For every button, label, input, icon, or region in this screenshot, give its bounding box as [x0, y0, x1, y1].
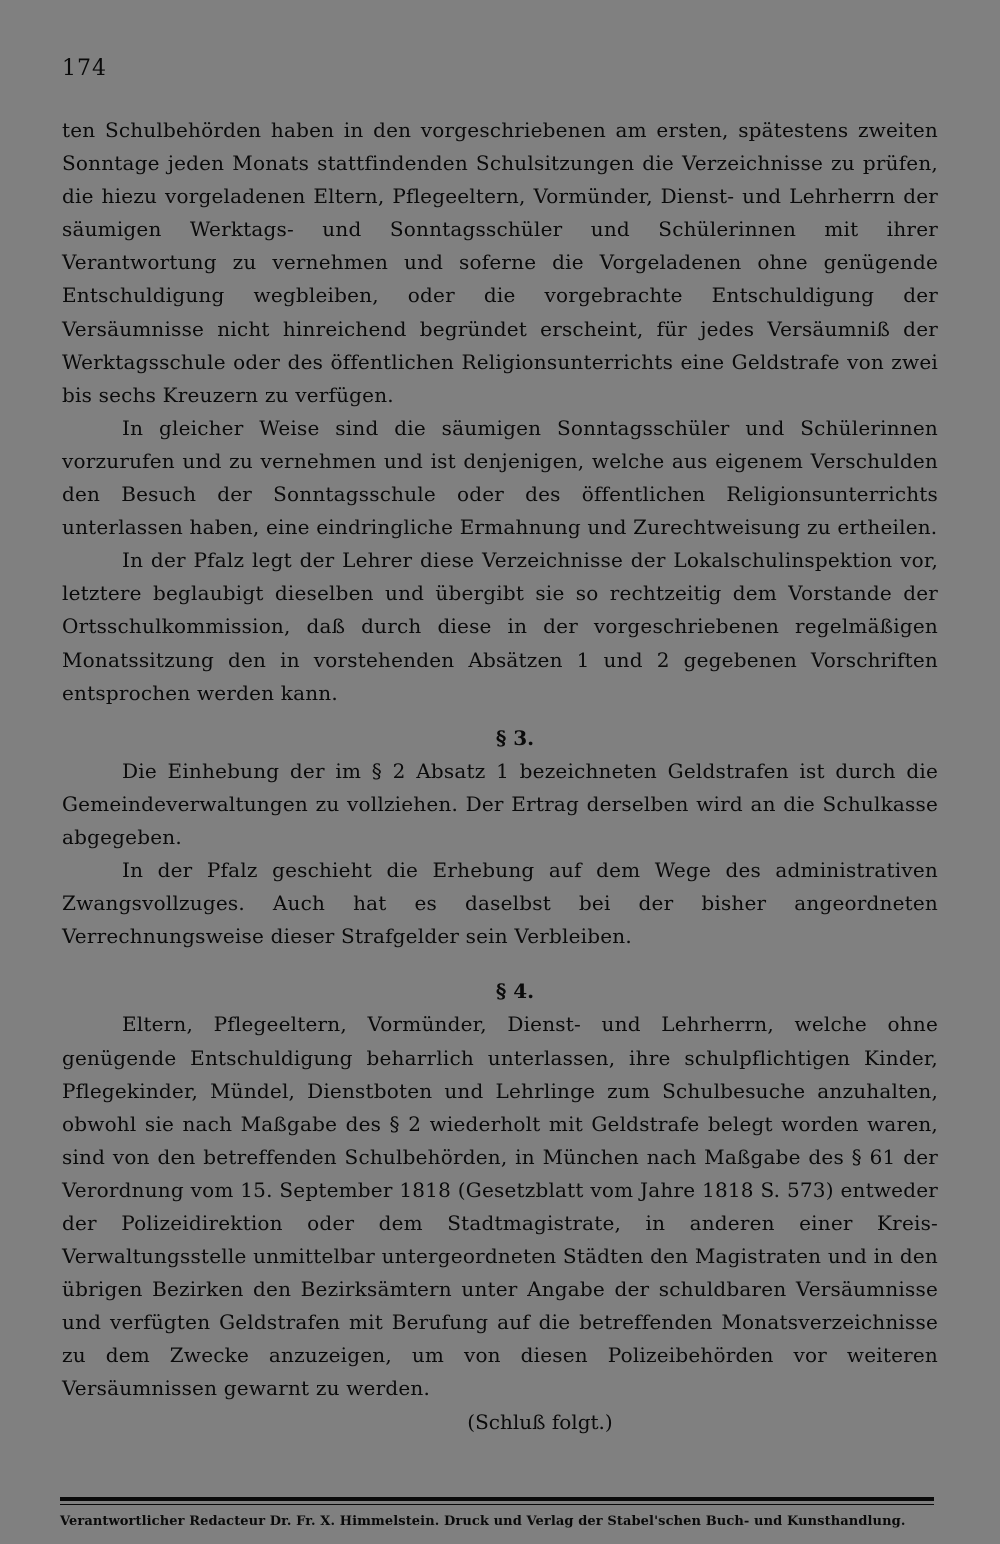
footer-rule-thin — [60, 1504, 934, 1505]
page-number: 174 — [62, 56, 107, 81]
paragraph-sunday-pupils: In gleicher Weise sind die säumigen Sonntagsschüler und Schülerinnen vorzurufen und zu vernehmen und ist denjenigen, welche aus eigenem Verschulden den Besuch der Sonntagsschule oder des öffentlichen Religionsunterrichts unterlassen haben, eine eindringliche Ermahnung und Zurechtweisung zu ertheilen. — [62, 415, 938, 540]
footer-rule — [60, 1497, 934, 1501]
paragraph-parents-reporting: Eltern, Pflegeeltern, Vormünder, Dienst- und Lehrherrn, welche ohne genügende Entschuldigung beharrlich unterlassen, ihre schulpflichtigen Kinder, Pflegekinder, Mündel, Dienstboten und Lehrlinge zum Schulbesuche anzuhalten, obwohl sie nach Maßgabe des § 2 wiederholt mit Geldstrafe belegt worden waren, sind von den betreffenden Schulbehörden, in München nach Maßgabe des § 61 der Verordnung vom 15. September 1818 (Gesetzblatt vom Jahre 1818 S. 573) entweder der Polizeidirektion oder dem Stadtmagistrate, in anderen einer Kreis-Verwaltungsstelle unmittelbar untergeordneten Städten den Magistraten und in den übrigen Bezirken den Bezirksämtern unter Angabe der schuldbaren Versäumnisse und verfügten Geldstrafen mit Berufung auf die betreffenden Monatsverzeichnisse zu dem Zwecke anzuzeigen, um von diesen Polizeibehörden vor weiteren Versäumnissen gewarnt zu werden. — [62, 1012, 938, 1401]
paragraph-school-authorities: ten Schulbehörden haben in den vorgeschriebenen am ersten, spätestens zweiten Sonntage jeden Monats stattfindenden Schulsitzungen die Verzeichnisse zu prüfen, die hiezu vorgeladenen Eltern, Pflegeeltern, Vormünder, Dienst- und Lehrherrn der säumigen Werktags- und Sonntagsschüler und Schülerinnen mit ihrer Verantwortung zu vernehmen und soferne die Vorgeladenen ohne genügende Entschuldigung wegbleiben, oder die vorgebrachte Entschuldigung der Versäumnisse nicht hinreichend begründet erscheint, für jedes Versäumniß der Werktagsschule oder des öffentlichen Religionsunterrichts eine Geldstrafe von zwei bis sechs Kreuzern zu verfügen. — [62, 118, 938, 407]
paragraph-palatinate-inspection: In der Pfalz legt der Lehrer diese Verzeichnisse der Lokalschulinspektion vor, letztere beglaubigt dieselben und übergibt sie so rechtzeitig dem Vorstande der Ortsschulkommission, daß durch diese in der vorgeschriebenen regelmäßigen Monatssitzung den in vorstehenden Absätzen 1 und 2 gegebenen Vorschriften entsprochen werden kann. — [62, 548, 938, 705]
continuation-note: (Schluß folgt.) — [467, 1409, 613, 1434]
article-body — [62, 114, 938, 1439]
paragraph-fine-collection: Die Einhebung der im § 2 Absatz 1 bezeichneten Geldstrafen ist durch die Gemeindeverwaltungen zu vollziehen. Der Ertrag derselben wird an die Schulkasse abgegeben. — [62, 758, 938, 849]
section-heading-4: § 4. — [495, 979, 535, 1004]
paragraph-palatinate-enforcement: In der Pfalz geschieht die Erhebung auf dem Wege des administrativen Zwangsvollzuges. Auch hat es daselbst bei der bisher angeordneten Verrechnungsweise dieser Strafgelder sein Verbleiben. — [62, 858, 938, 949]
section-heading-3: § 3. — [495, 725, 535, 750]
publisher-imprint: Verantwortlicher Redacteur Dr. Fr. X. Himmelstein. Druck und Verlag der Stabel'schen Buch- und Kunsthandlung. — [60, 1514, 906, 1529]
